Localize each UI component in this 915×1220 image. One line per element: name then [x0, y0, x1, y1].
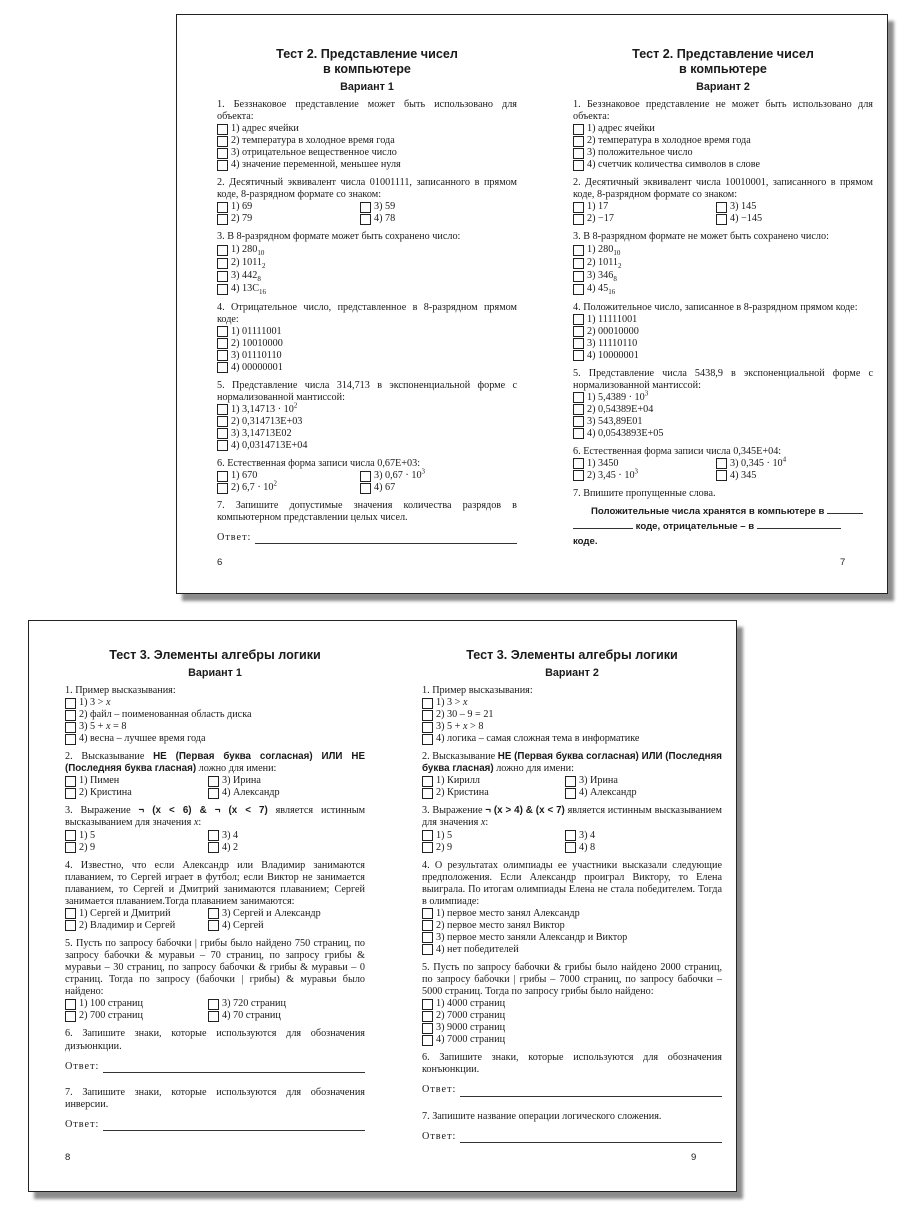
answer-option: 3) 4 — [208, 830, 358, 842]
checkbox[interactable] — [573, 214, 584, 225]
checkbox[interactable] — [65, 734, 76, 745]
answer-option: 1) 3450 — [573, 458, 716, 470]
checkbox[interactable] — [573, 124, 584, 135]
page-number: 8 — [65, 1152, 71, 1163]
checkbox[interactable] — [65, 920, 76, 931]
answer-options — [573, 123, 873, 171]
answer-option: 2) файл – поименованная область диска — [65, 709, 365, 721]
question-6: 6. Запишите знаки, которые используются для обозначения дизъюнкции. — [65, 1028, 365, 1052]
answer-option: 2) Кристина — [65, 787, 208, 799]
answer-option: 3) первое место заняли Александр и Виктор — [422, 932, 722, 944]
answer-option: 4) значение переменной, меньшее нуля — [217, 159, 517, 171]
answer-option: 4) $13C_{16}$ — [217, 283, 517, 296]
question-7: 7. Запишите знаки, которые используются для обозначения инверсии. — [65, 1086, 365, 1110]
answer-option: 3) 11110110 — [573, 338, 873, 350]
answer-option: 4) 70 страниц — [208, 1010, 358, 1022]
checkbox[interactable] — [573, 284, 584, 295]
checkbox[interactable] — [422, 842, 433, 853]
checkbox[interactable] — [422, 932, 433, 943]
answer-option: 1) Пимен — [65, 775, 208, 787]
answer-options — [573, 455, 873, 482]
checkbox[interactable] — [573, 338, 584, 349]
checkbox[interactable] — [422, 698, 433, 709]
answer-option: 3) 5 + x > 8 — [422, 721, 722, 733]
checkbox[interactable] — [716, 470, 727, 481]
checkbox[interactable] — [217, 326, 228, 337]
checkbox[interactable] — [217, 136, 228, 147]
answer-option: 3) 4 — [565, 830, 715, 842]
checkbox[interactable] — [65, 999, 76, 1010]
checkbox[interactable] — [422, 722, 433, 733]
answer-options — [422, 998, 722, 1046]
checkbox[interactable] — [573, 160, 584, 171]
question-1: 1. Беззнаковое представление не может быть использовано для объекта: — [573, 99, 873, 123]
question-5: 5. Пусть по запросу бабочки | грибы было найдено 750 страниц, по запросу бабочки & муравьи – 70 страниц, по запросу грибы & муравьи – 30 страниц, по запросу бабочки & грибы & муравьи – 0 страниц. Тогда по запросу (бабочки | грибы) & муравьи было найдено: — [65, 937, 365, 998]
answer-options — [422, 830, 722, 854]
checkbox[interactable] — [573, 416, 584, 427]
checkbox[interactable] — [217, 258, 228, 269]
answer-option: 2) 79 — [217, 213, 360, 225]
checkbox[interactable] — [573, 350, 584, 361]
answer-option: 3) Ирина — [565, 775, 715, 787]
checkbox[interactable] — [422, 788, 433, 799]
answer-option: 4) 0,0314713E+04 — [217, 440, 517, 452]
answer-option: 2) 10010000 — [217, 338, 517, 350]
checkbox[interactable] — [565, 776, 576, 787]
question-4: 4. Положительное число, записанное в 8-разрядном прямом коде: — [573, 301, 858, 313]
checkbox[interactable] — [422, 1035, 433, 1046]
answer-option: 2) температура в холодное время года — [573, 135, 873, 147]
checkbox[interactable] — [65, 722, 76, 733]
answer-option: 4) Александр — [565, 787, 715, 799]
answer-options — [217, 467, 517, 494]
answer-option: 1) 5 — [65, 830, 208, 842]
answer-options — [573, 389, 873, 440]
answer-option: 2) температура в холодное время года — [217, 135, 517, 147]
checkbox[interactable] — [716, 458, 727, 469]
answer-options — [422, 908, 722, 956]
checkbox[interactable] — [208, 788, 219, 799]
answer-option: 1) 3 > x — [65, 697, 365, 709]
checkbox[interactable] — [565, 788, 576, 799]
checkbox[interactable] — [422, 999, 433, 1010]
checkbox[interactable] — [65, 710, 76, 721]
answer-option: 4) 78 — [360, 213, 510, 225]
answer-option: 3) $0,67 \cdot 10^3$ — [360, 470, 510, 482]
answer-option: 1) Сергей и Дмитрий — [65, 908, 208, 920]
page-8-variant-1 — [65, 621, 365, 1131]
answer-options — [65, 830, 365, 854]
page-number: 6 — [217, 557, 223, 568]
question-1: 1. Беззнаковое представление может быть использовано для объекта: — [217, 99, 517, 123]
answer-option: 2) первое место занял Виктор — [422, 920, 722, 932]
answer-option: 1) 670 — [217, 470, 360, 482]
question-3: 3. Выражение ¬ (x < 6) & ¬ (x < 7) является истинным высказыванием для значения x: — [65, 805, 366, 829]
checkbox[interactable] — [217, 148, 228, 159]
answer-options — [573, 244, 873, 296]
checkbox[interactable] — [422, 1023, 433, 1034]
answer-options — [573, 314, 873, 362]
blank-input[interactable] — [573, 528, 633, 529]
answer-options — [217, 201, 517, 225]
answer-option: 4) нет победителей — [422, 944, 722, 956]
checkbox[interactable] — [573, 314, 584, 325]
answer-option: 1) первое место занял Александр — [422, 908, 722, 920]
checkbox[interactable] — [217, 404, 228, 415]
question-7: 7. Запишите допустимые значения количества разрядов в компьютерном представлении целых чисел. — [217, 500, 517, 524]
question-2: 2. Десятичный эквивалент числа 10010001, записанного в прямом коде, 8-разрядном формате со знаком: — [573, 177, 873, 201]
answer-option: 4) Сергей — [208, 920, 358, 932]
checkbox[interactable] — [217, 338, 228, 349]
answer-option: 2) Владимир и Сергей — [65, 920, 208, 932]
answer-option: 3) 3,14713E02 — [217, 428, 517, 440]
checkbox[interactable] — [422, 908, 433, 919]
checkbox[interactable] — [217, 160, 228, 171]
blank-input[interactable] — [757, 528, 841, 529]
answer-input[interactable] — [103, 1120, 365, 1131]
page-number: 7 — [840, 557, 846, 568]
answer-option: 2) 00010000 — [573, 326, 873, 338]
question-6: 6. Естественная форма записи числа 0,67E+03: — [217, 457, 421, 469]
answer-option: 3) 543,89E01 — [573, 416, 873, 428]
answer-option: 2) $1011_2$ — [217, 257, 517, 270]
answer-option: 3) $0,345 \cdot 10^4$ — [716, 458, 866, 470]
answer-option: 2) 0,54389E+04 — [573, 404, 873, 416]
checkbox[interactable] — [217, 428, 228, 439]
answer-option: 3) Ирина — [208, 775, 358, 787]
page-7-variant-2 — [573, 15, 873, 549]
answer-option: 1) 5 — [422, 830, 565, 842]
answer-option: 2) 30 – 9 = 21 — [422, 709, 722, 721]
answer-option: 1) 01111001 — [217, 326, 517, 338]
checkbox[interactable] — [573, 404, 584, 415]
checkbox[interactable] — [360, 202, 371, 213]
checkbox[interactable] — [573, 326, 584, 337]
answer-line: Ответ: — [65, 1061, 365, 1073]
checkbox[interactable] — [573, 148, 584, 159]
answer-option: 2) −17 — [573, 213, 716, 225]
answer-option: 1) адрес ячейки — [217, 123, 517, 135]
answer-option: 4) 8 — [565, 842, 715, 854]
checkbox[interactable] — [65, 788, 76, 799]
answer-line: Ответ: — [422, 1084, 722, 1096]
checkbox[interactable] — [573, 392, 584, 403]
answer-option: 4) 345 — [716, 470, 866, 482]
answer-option: 1) 17 — [573, 201, 716, 213]
answer-option: 1) 11111001 — [573, 314, 873, 326]
answer-option: 3) положительное число — [573, 147, 873, 159]
answer-option: 3) 9000 страниц — [422, 1022, 722, 1034]
question-6: 6. Естественная форма записи числа 0,345E+04: — [573, 445, 782, 457]
fill-in-sentence: Положительные числа хранятся в компьютере в коде, отрицательные – в коде. — [573, 504, 873, 549]
answer-option: 2) 0,314713E+03 — [217, 416, 517, 428]
answer-options — [217, 244, 517, 296]
question-7: 7. Впишите пропущенные слова. — [573, 487, 716, 499]
answer-option: 4) 00000001 — [217, 362, 517, 374]
checkbox[interactable] — [716, 214, 727, 225]
answer-option: 3) 720 страниц — [208, 998, 358, 1010]
answer-option: 2) $3,45 \cdot 10^3$ — [573, 470, 716, 482]
variant-label: Вариант 1 — [188, 667, 242, 679]
question-2: 2. Высказывание НЕ (Первая буква согласная) ИЛИ (Последняя буква гласная) ложно для имени: — [422, 751, 723, 775]
answer-options — [573, 201, 873, 225]
checkbox[interactable] — [422, 944, 433, 955]
test3-title: Тест 3. Элементы алгебры логики — [466, 648, 678, 662]
answer-option: 1) адрес ячейки — [573, 123, 873, 135]
booklet-spread-test2 — [176, 14, 888, 594]
checkbox[interactable] — [422, 734, 433, 745]
checkbox[interactable] — [208, 842, 219, 853]
checkbox[interactable] — [573, 470, 584, 481]
answer-options — [217, 123, 517, 171]
answer-option: 4) $45_{16}$ — [573, 283, 873, 296]
variant-label: Вариант 2 — [545, 667, 599, 679]
checkbox[interactable] — [208, 920, 219, 931]
answer-line: Ответ: — [217, 532, 517, 544]
test3-title: Тест 3. Элементы алгебры логики — [109, 648, 321, 662]
checkbox[interactable] — [573, 271, 584, 282]
answer-option: 1) 3 > x — [422, 697, 722, 709]
checkbox[interactable] — [65, 698, 76, 709]
checkbox[interactable] — [217, 202, 228, 213]
question-3: 3. В 8-разрядном формате может быть сохранено число: — [217, 231, 461, 243]
question-7: 7. Запишите название операции логического сложения. — [422, 1110, 662, 1122]
answer-option: 4) 67 — [360, 482, 510, 494]
checkbox[interactable] — [65, 776, 76, 787]
checkbox[interactable] — [65, 908, 76, 919]
checkbox[interactable] — [573, 258, 584, 269]
booklet-spread-test3 — [28, 620, 737, 1192]
checkbox[interactable] — [65, 830, 76, 841]
checkbox[interactable] — [217, 350, 228, 361]
checkbox[interactable] — [573, 245, 584, 256]
question-2: 2. Высказывание НЕ (Первая буква согласная) ИЛИ НЕ (Последняя буква гласная) ложно для имени: — [65, 751, 366, 775]
answer-options — [422, 775, 722, 799]
checkbox[interactable] — [422, 776, 433, 787]
checkbox[interactable] — [360, 471, 371, 482]
checkbox[interactable] — [217, 416, 228, 427]
question-3: 3. Выражение ¬ (x > 4) & (x < 7) является истинным высказыванием для значения x: — [422, 805, 723, 829]
checkbox[interactable] — [422, 1011, 433, 1022]
checkbox[interactable] — [565, 842, 576, 853]
answer-option: 1) 69 — [217, 201, 360, 213]
answer-option: 4) 2 — [208, 842, 358, 854]
answer-option: 2) 9 — [422, 842, 565, 854]
answer-option: 4) 7000 страниц — [422, 1034, 722, 1046]
question-4: 4. О результатах олимпиады ее участники высказали следующие предположения. Если Александр проиграл Виктору, то Елена выиграла. По итогам олимпиады Елена не стала победителем. Тогда в олимпиаде: — [422, 859, 722, 907]
question-4: 4. Отрицательное число, представленное в 8-разрядном прямом коде: — [217, 301, 517, 325]
answer-option: 1) 100 страниц — [65, 998, 208, 1010]
checkbox[interactable] — [573, 136, 584, 147]
answer-option: 3) Сергей и Александр — [208, 908, 358, 920]
answer-option: 2) $6,7 \cdot 10^2$ — [217, 482, 360, 494]
question-6: 6. Запишите знаки, которые используются для обозначения конъюнкции. — [422, 1052, 722, 1076]
answer-option: 3) 01110110 — [217, 350, 517, 362]
answer-options — [217, 401, 517, 452]
answer-option: 4) −145 — [716, 213, 866, 225]
answer-option: 3) 59 — [360, 201, 510, 213]
answer-line: Ответ: — [65, 1119, 365, 1131]
checkbox[interactable] — [422, 710, 433, 721]
checkbox[interactable] — [360, 214, 371, 225]
question-5: 5. Пусть по запросу бабочки & грибы было найдено 2000 страниц, по запросу бабочки | грибы – 7000 страниц, по запросу бабочки – 5000 страниц. Тогда по запросу грибы было найдено: — [422, 961, 722, 998]
checkbox[interactable] — [422, 920, 433, 931]
checkbox[interactable] — [422, 830, 433, 841]
question-5: 5. Представление числа 314,713 в экспоненциальной форме с нормализованной мантиссой: — [217, 379, 517, 403]
answer-option: 3) отрицательное вещественное число — [217, 147, 517, 159]
answer-line: Ответ: — [422, 1131, 722, 1143]
answer-options — [65, 998, 365, 1022]
answer-option: 1) $280_{10}$ — [217, 244, 517, 257]
question-4: 4. Известно, что если Александр или Владимир занимаются плаванием, то Сергей играет в футбол; если Виктор не занимается плаванием, то Сергей и Дмитрий занимаются плаванием; Сергей занимается плаванием.Тогда плаванием занимаются: — [65, 859, 365, 907]
answer-option: 4) 0,0543893E+05 — [573, 428, 873, 440]
page-9-variant-2 — [422, 621, 722, 1143]
answer-option: 2) 9 — [65, 842, 208, 854]
variant-label: Вариант 1 — [340, 81, 394, 93]
checkbox[interactable] — [208, 1011, 219, 1022]
checkbox[interactable] — [217, 471, 228, 482]
answer-input[interactable] — [255, 533, 517, 544]
checkbox[interactable] — [573, 202, 584, 213]
answer-option: 2) 7000 страниц — [422, 1010, 722, 1022]
answer-option: 1) $280_{10}$ — [573, 244, 873, 257]
checkbox[interactable] — [573, 458, 584, 469]
answer-option: 2) $1011_2$ — [573, 257, 873, 270]
variant-label: Вариант 2 — [696, 81, 750, 93]
question-5: 5. Представление числа 5438,9 в экспоненциальной форме с нормализованной мантиссой: — [573, 367, 873, 391]
question-1: 1. Пример высказывания: — [65, 685, 176, 697]
answer-options — [65, 908, 365, 932]
checkbox[interactable] — [217, 284, 228, 295]
checkbox[interactable] — [565, 830, 576, 841]
answer-options — [65, 697, 365, 745]
checkbox[interactable] — [208, 830, 219, 841]
answer-option: 3) $442_8$ — [217, 270, 517, 283]
answer-input[interactable] — [460, 1132, 722, 1143]
checkbox[interactable] — [716, 202, 727, 213]
answer-input[interactable] — [103, 1062, 365, 1073]
answer-options — [65, 775, 365, 799]
question-2: 2. Десятичный эквивалент числа 01001111, записанного в прямом коде, 8-разрядном формате со знаком: — [217, 177, 517, 201]
answer-input[interactable] — [460, 1086, 722, 1097]
answer-option: 1) 4000 страниц — [422, 998, 722, 1010]
answer-option: 4) логика – самая сложная тема в информатике — [422, 733, 722, 745]
checkbox[interactable] — [217, 214, 228, 225]
answer-option: 1) Кирилл — [422, 775, 565, 787]
answer-option: 4) 10000001 — [573, 350, 873, 362]
answer-option: 1) $3,14713 \cdot 10^2$ — [217, 404, 517, 416]
checkbox[interactable] — [208, 776, 219, 787]
checkbox[interactable] — [65, 842, 76, 853]
checkbox[interactable] — [360, 483, 371, 494]
page-number: 9 — [691, 1152, 697, 1163]
checkbox[interactable] — [217, 245, 228, 256]
answer-option: 3) 5 + x = 8 — [65, 721, 365, 733]
checkbox[interactable] — [217, 362, 228, 373]
answer-option: 3) 145 — [716, 201, 866, 213]
page-6-variant-1 — [217, 15, 517, 544]
answer-option: 2) Кристина — [422, 787, 565, 799]
answer-option: 1) $5,4389 \cdot 10^3$ — [573, 392, 873, 404]
answer-option: 3) $346_8$ — [573, 270, 873, 283]
test2-title: Тест 2. Представление чисел в компьютере — [276, 47, 458, 76]
checkbox[interactable] — [65, 1011, 76, 1022]
answer-options — [422, 697, 722, 745]
answer-options — [217, 326, 517, 374]
blank-input[interactable] — [827, 513, 863, 514]
checkbox[interactable] — [208, 999, 219, 1010]
answer-option: 4) счетчик количества символов в слове — [573, 159, 873, 171]
checkbox[interactable] — [217, 124, 228, 135]
question-1: 1. Пример высказывания: — [422, 685, 533, 697]
checkbox[interactable] — [208, 908, 219, 919]
answer-option: 2) 700 страниц — [65, 1010, 208, 1022]
answer-option: 4) весна – лучшее время года — [65, 733, 365, 745]
answer-option: 4) Александр — [208, 787, 358, 799]
checkbox[interactable] — [217, 271, 228, 282]
checkbox[interactable] — [217, 483, 228, 494]
question-3: 3. В 8-разрядном формате не может быть сохранено число: — [573, 231, 829, 243]
test2-title: Тест 2. Представление чисел в компьютере — [632, 47, 814, 76]
checkbox[interactable] — [573, 428, 584, 439]
checkbox[interactable] — [217, 440, 228, 451]
